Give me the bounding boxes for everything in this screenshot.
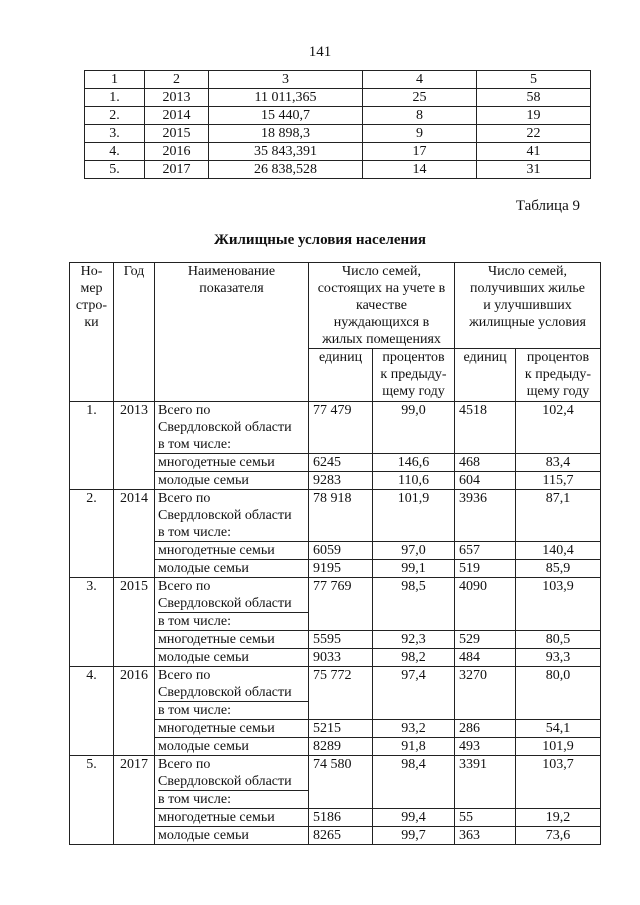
value-cell: 140,4 xyxy=(516,542,601,560)
value-cell: 146,6 xyxy=(373,454,455,472)
value-cell: 78 918 xyxy=(309,490,373,542)
table-cell: 26 838,528 xyxy=(209,161,363,179)
value-cell: 55 xyxy=(455,809,516,827)
value-cell: 6059 xyxy=(309,542,373,560)
value-cell: 97,4 xyxy=(373,667,455,720)
value-cell: 5595 xyxy=(309,631,373,649)
value-cell: 99,0 xyxy=(373,402,455,454)
table-cell: 19 xyxy=(477,107,591,125)
header-units-registered: единиц xyxy=(309,349,373,402)
value-cell: 98,5 xyxy=(373,578,455,631)
value-cell: 9283 xyxy=(309,472,373,490)
table-cell: 4 xyxy=(363,71,477,89)
table-cell: 18 898,3 xyxy=(209,125,363,143)
table-row xyxy=(85,107,591,125)
table-cell: 8 xyxy=(363,107,477,125)
table-cell: 11 011,365 xyxy=(209,89,363,107)
table-cell: 4. xyxy=(85,143,145,161)
value-cell: 80,5 xyxy=(516,631,601,649)
table-cell: 2 xyxy=(145,71,209,89)
table-cell: 31 xyxy=(477,161,591,179)
group-total-row xyxy=(70,402,601,454)
indicator-total xyxy=(155,402,309,454)
header-indicator: Наименование показателя xyxy=(155,263,309,402)
table-cell: 2016 xyxy=(145,143,209,161)
value-cell: 8265 xyxy=(309,827,373,845)
indicator-young-families: молодые семьи xyxy=(155,472,309,490)
continuation-table xyxy=(84,70,591,179)
group-total-row xyxy=(70,667,601,720)
indicator-young-families: молодые семьи xyxy=(155,649,309,667)
indicator-young-families: молодые семьи xyxy=(155,560,309,578)
table-cell: 3. xyxy=(85,125,145,143)
value-cell: 93,3 xyxy=(516,649,601,667)
row-year: 2013 xyxy=(114,402,155,490)
value-cell: 110,6 xyxy=(373,472,455,490)
value-cell: 85,9 xyxy=(516,560,601,578)
indicator-total-label: Всего по Свердловской области xyxy=(158,491,292,523)
table-cell: 2. xyxy=(85,107,145,125)
value-cell: 101,9 xyxy=(516,738,601,756)
value-cell: 19,2 xyxy=(516,809,601,827)
group-total-row xyxy=(70,756,601,809)
indicator-large-families: многодетные семьи xyxy=(155,809,309,827)
table-cell: 14 xyxy=(363,161,477,179)
indicator-large-families: многодетные семьи xyxy=(155,720,309,738)
table-cell: 17 xyxy=(363,143,477,161)
indicator-total-label: Всего по Свердловской области xyxy=(158,668,292,700)
value-cell: 5186 xyxy=(309,809,373,827)
indicator-large-families: многодетные семьи xyxy=(155,454,309,472)
table-cell: 1. xyxy=(85,89,145,107)
table-row xyxy=(85,125,591,143)
table-label: Таблица 9 xyxy=(515,198,580,214)
value-cell: 92,3 xyxy=(373,631,455,649)
table-cell: 15 440,7 xyxy=(209,107,363,125)
row-year: 2014 xyxy=(114,490,155,578)
header-percent-registered: процентов к предыду- щему году xyxy=(373,349,455,402)
indicator-large-families: многодетные семьи xyxy=(155,631,309,649)
value-cell: 102,4 xyxy=(516,402,601,454)
row-year: 2016 xyxy=(114,667,155,756)
value-cell: 77 479 xyxy=(309,402,373,454)
value-cell: 3391 xyxy=(455,756,516,809)
group-total-row xyxy=(70,578,601,631)
table-cell: 58 xyxy=(477,89,591,107)
value-cell: 286 xyxy=(455,720,516,738)
value-cell: 8289 xyxy=(309,738,373,756)
value-cell: 363 xyxy=(455,827,516,845)
value-cell: 87,1 xyxy=(516,490,601,542)
indicator-including-label: в том числе: xyxy=(158,437,231,452)
row-number: 4. xyxy=(70,667,114,756)
row-year: 2017 xyxy=(114,756,155,845)
value-cell: 77 769 xyxy=(309,578,373,631)
value-cell: 115,7 xyxy=(516,472,601,490)
value-cell: 657 xyxy=(455,542,516,560)
value-cell: 91,8 xyxy=(373,738,455,756)
value-cell: 5215 xyxy=(309,720,373,738)
value-cell: 604 xyxy=(455,472,516,490)
value-cell: 75 772 xyxy=(309,667,373,720)
indicator-including-label: в том числе: xyxy=(158,612,308,630)
table-cell: 2017 xyxy=(145,161,209,179)
value-cell: 99,1 xyxy=(373,560,455,578)
value-cell: 493 xyxy=(455,738,516,756)
value-cell: 9033 xyxy=(309,649,373,667)
table-cell: 1 xyxy=(85,71,145,89)
table-row xyxy=(85,143,591,161)
table-row xyxy=(85,161,591,179)
table-cell: 5. xyxy=(85,161,145,179)
header-improved-families: Число семей, получивших жилье и улучшивших жилищные условия xyxy=(455,263,601,349)
header-year: Год xyxy=(114,263,155,402)
value-cell: 3270 xyxy=(455,667,516,720)
table-cell: 3 xyxy=(209,71,363,89)
value-cell: 4518 xyxy=(455,402,516,454)
indicator-total xyxy=(155,667,309,720)
table-cell: 41 xyxy=(477,143,591,161)
value-cell: 98,2 xyxy=(373,649,455,667)
indicator-total xyxy=(155,578,309,631)
value-cell: 54,1 xyxy=(516,720,601,738)
value-cell: 101,9 xyxy=(373,490,455,542)
row-number: 2. xyxy=(70,490,114,578)
table-cell: 2015 xyxy=(145,125,209,143)
column-numbers-row xyxy=(85,71,591,89)
indicator-young-families: молодые семьи xyxy=(155,827,309,845)
table-row xyxy=(85,89,591,107)
value-cell: 74 580 xyxy=(309,756,373,809)
value-cell: 83,4 xyxy=(516,454,601,472)
value-cell: 73,6 xyxy=(516,827,601,845)
header-percent-improved: процентов к предыду- щему году xyxy=(516,349,601,402)
value-cell: 98,4 xyxy=(373,756,455,809)
indicator-total-label: Всего по Свердловской области xyxy=(158,579,292,611)
page-number: 141 xyxy=(308,44,332,60)
value-cell: 103,9 xyxy=(516,578,601,631)
table-cell: 35 843,391 xyxy=(209,143,363,161)
value-cell: 484 xyxy=(455,649,516,667)
row-number: 3. xyxy=(70,578,114,667)
table-cell: 2013 xyxy=(145,89,209,107)
table-cell: 25 xyxy=(363,89,477,107)
value-cell: 99,4 xyxy=(373,809,455,827)
row-year: 2015 xyxy=(114,578,155,667)
value-cell: 468 xyxy=(455,454,516,472)
indicator-total xyxy=(155,490,309,542)
indicator-including-label: в том числе: xyxy=(158,701,308,719)
row-number: 5. xyxy=(70,756,114,845)
indicator-total xyxy=(155,756,309,809)
indicator-total-label: Всего по Свердловской области xyxy=(158,403,292,435)
table-title: Жилищные условия населения xyxy=(214,232,426,248)
value-cell: 519 xyxy=(455,560,516,578)
header-registered-families: Число семей, состоящих на учете в качестве нуждающихся в жилых помещениях xyxy=(309,263,455,349)
header-units-improved: единиц xyxy=(455,349,516,402)
indicator-young-families: молодые семьи xyxy=(155,738,309,756)
value-cell: 80,0 xyxy=(516,667,601,720)
indicator-including-label: в том числе: xyxy=(158,790,308,808)
value-cell: 3936 xyxy=(455,490,516,542)
indicator-total-label: Всего по Свердловской области xyxy=(158,757,292,789)
indicator-large-families: многодетные семьи xyxy=(155,542,309,560)
value-cell: 529 xyxy=(455,631,516,649)
value-cell: 103,7 xyxy=(516,756,601,809)
value-cell: 9195 xyxy=(309,560,373,578)
row-number: 1. xyxy=(70,402,114,490)
header-row-number: Но- мер стро- ки xyxy=(70,263,114,402)
table-cell: 9 xyxy=(363,125,477,143)
value-cell: 93,2 xyxy=(373,720,455,738)
table-cell: 5 xyxy=(477,71,591,89)
table-cell: 2014 xyxy=(145,107,209,125)
value-cell: 99,7 xyxy=(373,827,455,845)
table-cell: 22 xyxy=(477,125,591,143)
value-cell: 4090 xyxy=(455,578,516,631)
value-cell: 97,0 xyxy=(373,542,455,560)
housing-conditions-table xyxy=(69,262,601,845)
indicator-including-label: в том числе: xyxy=(158,525,231,540)
value-cell: 6245 xyxy=(309,454,373,472)
group-total-row xyxy=(70,490,601,542)
